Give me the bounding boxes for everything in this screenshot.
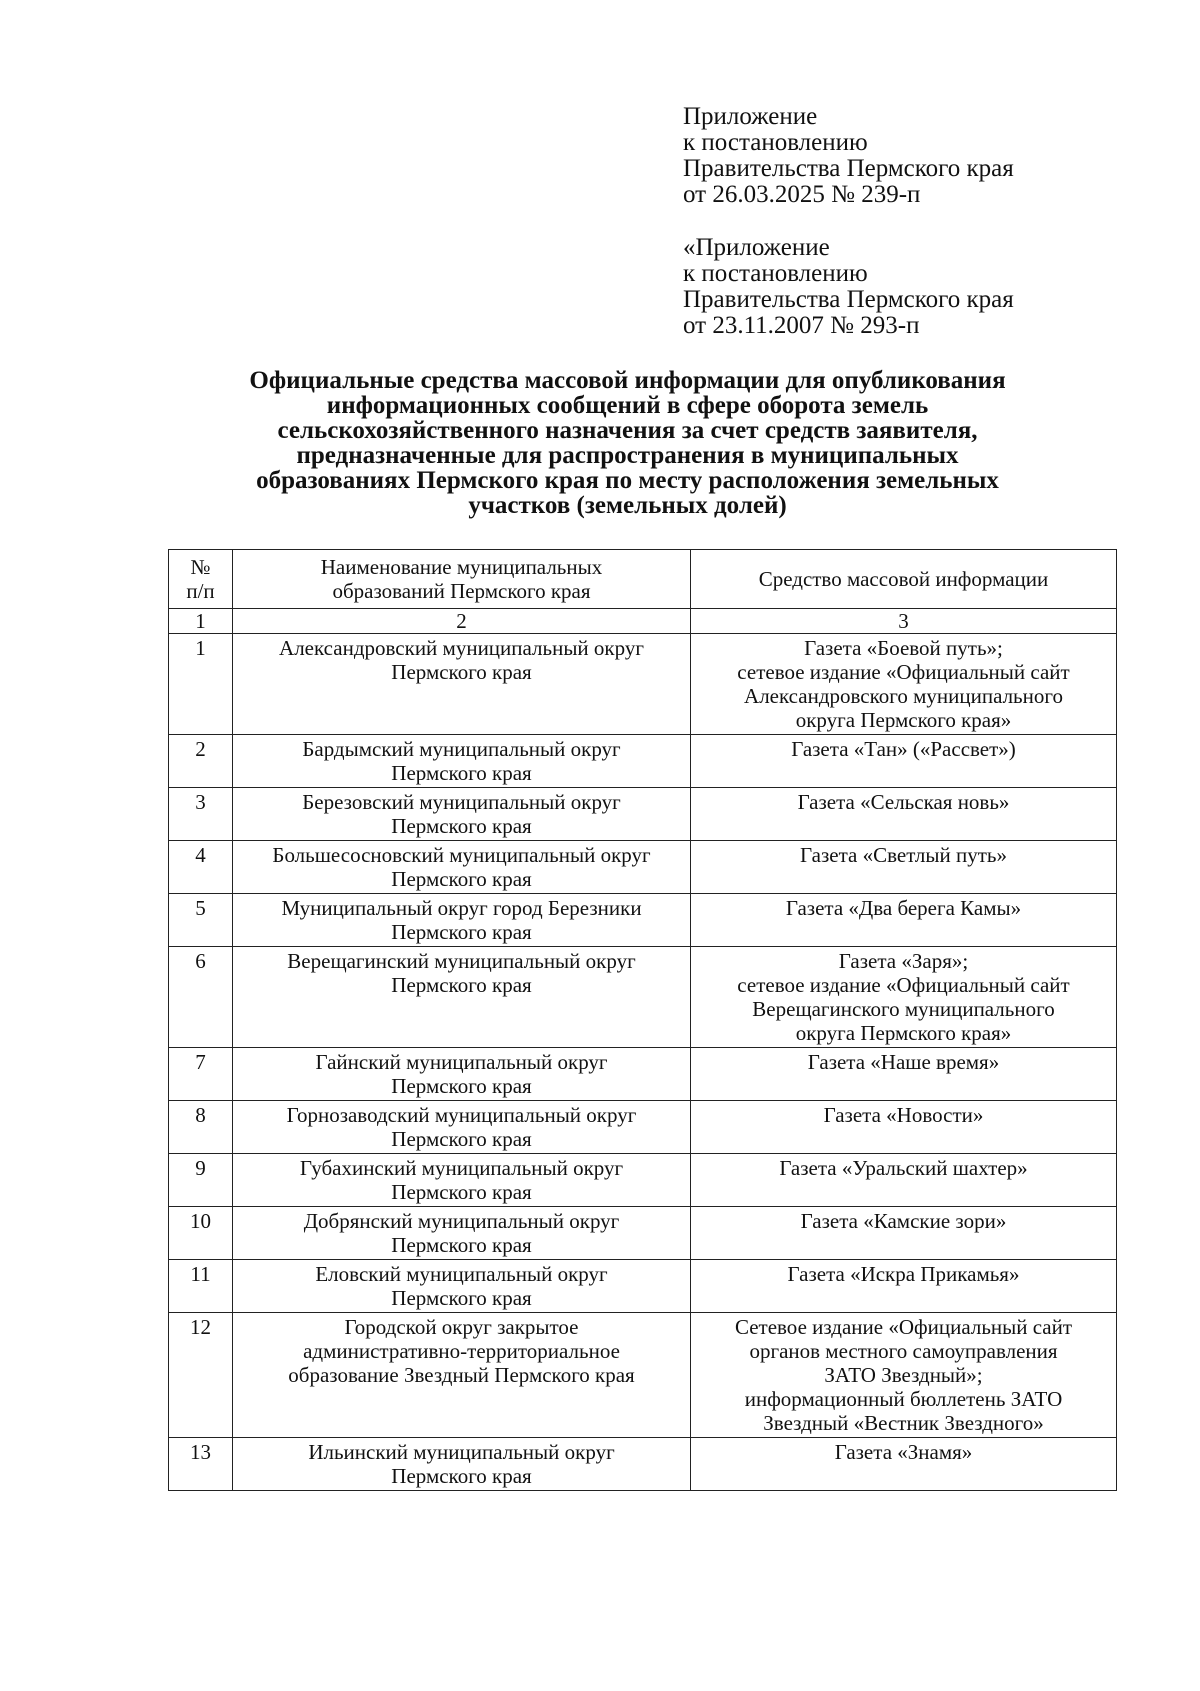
- media-line: Газета «Заря»;: [838, 949, 969, 973]
- row-number: 4: [169, 841, 233, 894]
- media-cell: [691, 1438, 1117, 1491]
- municipality-line: Пермского края: [391, 1074, 532, 1098]
- header-line: Наименование муниципальных: [320, 555, 603, 579]
- municipality-line: Александровский муниципальный округ: [279, 636, 644, 660]
- media-cell: [691, 1154, 1117, 1207]
- municipality-cell: [233, 735, 691, 788]
- title-line: образованиях Пермского края по месту расположения земельных: [256, 467, 999, 494]
- header-line: Средство массовой информации: [758, 567, 1049, 591]
- media-line: Газета «Камские зори»: [800, 1209, 1007, 1233]
- row-number: 6: [169, 947, 233, 1048]
- media-cell: [691, 1048, 1117, 1101]
- municipality-line: Верещагинский муниципальный округ: [287, 949, 636, 973]
- municipality-line: Ильинский муниципальный округ: [308, 1440, 615, 1464]
- media-line: Газета «Боевой путь»;: [804, 636, 1003, 660]
- media-cell: [691, 1260, 1117, 1313]
- media-cell: [691, 788, 1117, 841]
- media-line: Газета «Новости»: [823, 1103, 984, 1127]
- media-line: Газета «Сельская новь»: [797, 790, 1010, 814]
- header-media: [691, 550, 1117, 609]
- municipality-cell: [233, 1438, 691, 1491]
- table-row: [169, 1313, 1117, 1438]
- row-number: 7: [169, 1048, 233, 1101]
- table-row: [169, 1154, 1117, 1207]
- media-line: Газета «Знамя»: [834, 1440, 973, 1464]
- row-number: 1: [169, 634, 233, 735]
- media-line: информационный бюллетень ЗАТО: [744, 1387, 1063, 1411]
- header-line: №: [190, 555, 211, 579]
- appendix-line: к постановлению: [683, 260, 868, 287]
- municipality-cell: [233, 894, 691, 947]
- municipality-line: Пермского края: [391, 814, 532, 838]
- media-line: Газета «Искра Прикамья»: [787, 1262, 1020, 1286]
- table-header-row: [169, 550, 1117, 609]
- appendix-line: «Приложение: [683, 234, 830, 261]
- header-municipality: [233, 550, 691, 609]
- municipality-line: Бардымский муниципальный округ: [302, 737, 621, 761]
- title-line: Официальные средства массовой информации для опубликования: [249, 367, 1006, 394]
- media-cell: [691, 634, 1117, 735]
- table-row: [169, 1101, 1117, 1154]
- media-line: Сетевое издание «Официальный сайт: [734, 1315, 1073, 1339]
- municipality-line: образование Звездный Пермского края: [288, 1363, 635, 1387]
- media-line: Газета «Светлый путь»: [800, 843, 1007, 867]
- media-line: округа Пермского края»: [795, 708, 1012, 732]
- media-cell: [691, 1101, 1117, 1154]
- header-line: образований Пермского края: [332, 579, 591, 603]
- row-number: 13: [169, 1438, 233, 1491]
- municipality-line: Муниципальный округ город Березники: [281, 896, 642, 920]
- appendix-line: Приложение: [683, 103, 818, 130]
- row-number: 2: [169, 735, 233, 788]
- municipality-cell: [233, 1313, 691, 1438]
- table-row: [169, 841, 1117, 894]
- media-cell: [691, 947, 1117, 1048]
- appendix-header-original: [683, 235, 1014, 339]
- media-line: Газета «Два берега Камы»: [785, 896, 1022, 920]
- table-row: [169, 735, 1117, 788]
- media-cell: [691, 894, 1117, 947]
- media-line: Газета «Тан» («Рассвет»): [791, 737, 1016, 761]
- row-number: 8: [169, 1101, 233, 1154]
- header-number: [169, 550, 233, 609]
- municipality-line: Губахинский муниципальный округ: [299, 1156, 624, 1180]
- row-number: 5: [169, 894, 233, 947]
- table-row: [169, 1207, 1117, 1260]
- municipality-cell: [233, 1207, 691, 1260]
- title-line: предназначенные для распространения в муниципальных: [296, 442, 959, 469]
- municipality-cell: [233, 947, 691, 1048]
- municipality-line: Пермского края: [391, 1464, 532, 1488]
- media-cell: [691, 841, 1117, 894]
- media-line: Газета «Уральский шахтер»: [779, 1156, 1028, 1180]
- title-line: сельскохозяйственного назначения за счет средств заявителя,: [277, 417, 978, 444]
- media-line: органов местного самоуправления: [749, 1339, 1058, 1363]
- table-row: [169, 1260, 1117, 1313]
- municipality-line: Пермского края: [391, 1180, 532, 1204]
- appendix-header-current: [683, 104, 1014, 208]
- table-row: [169, 1438, 1117, 1491]
- municipality-line: Добрянский муниципальный округ: [303, 1209, 620, 1233]
- header-line: п/п: [186, 579, 215, 603]
- table-row: [169, 788, 1117, 841]
- appendix-line: Правительства Пермского края: [683, 155, 1014, 182]
- municipality-cell: [233, 1260, 691, 1313]
- municipality-line: Пермского края: [391, 1233, 532, 1257]
- municipality-cell: [233, 841, 691, 894]
- municipality-cell: [233, 634, 691, 735]
- row-number: 10: [169, 1207, 233, 1260]
- appendix-line: к постановлению: [683, 129, 868, 156]
- row-number: 12: [169, 1313, 233, 1438]
- media-cell: [691, 735, 1117, 788]
- media-line: Верещагинского муниципального: [752, 997, 1055, 1021]
- media-line: Газета «Наше время»: [807, 1050, 1000, 1074]
- media-line: ЗАТО Звездный»;: [824, 1363, 983, 1387]
- municipality-line: Пермского края: [391, 1127, 532, 1151]
- municipality-line: Пермского края: [391, 761, 532, 785]
- appendix-line: от 23.11.2007 № 293-п: [683, 312, 920, 339]
- municipality-line: Городской округ закрытое: [344, 1315, 579, 1339]
- media-line: округа Пермского края»: [795, 1021, 1012, 1045]
- table-row: [169, 947, 1117, 1048]
- municipality-line: Большесосновский муниципальный округ: [272, 843, 651, 867]
- municipality-line: Березовский муниципальный округ: [302, 790, 621, 814]
- table-row: [169, 1048, 1117, 1101]
- municipality-line: Пермского края: [391, 660, 532, 684]
- column-number: 1: [169, 609, 233, 634]
- document-title: [140, 368, 1115, 518]
- municipality-line: Пермского края: [391, 973, 532, 997]
- media-cell: [691, 1207, 1117, 1260]
- column-numbers-row: [169, 609, 1117, 634]
- media-line: сетевое издание «Официальный сайт: [737, 973, 1070, 997]
- municipality-line: Горнозаводский муниципальный округ: [286, 1103, 637, 1127]
- media-cell: [691, 1313, 1117, 1438]
- media-line: сетевое издание «Официальный сайт: [737, 660, 1070, 684]
- municipality-line: административно-территориальное: [303, 1339, 620, 1363]
- appendix-line: Правительства Пермского края: [683, 286, 1014, 313]
- municipality-line: Еловский муниципальный округ: [315, 1262, 608, 1286]
- row-number: 9: [169, 1154, 233, 1207]
- column-number: 3: [691, 609, 1117, 634]
- municipality-line: Гайнский муниципальный округ: [315, 1050, 608, 1074]
- municipality-cell: [233, 1048, 691, 1101]
- municipality-cell: [233, 788, 691, 841]
- media-line: Александровского муниципального: [744, 684, 1063, 708]
- media-table: [168, 549, 1117, 1491]
- municipality-cell: [233, 1101, 691, 1154]
- column-number: 2: [233, 609, 691, 634]
- table-row: [169, 634, 1117, 735]
- title-line: информационных сообщений в сфере оборота земель: [326, 392, 929, 419]
- municipality-line: Пермского края: [391, 867, 532, 891]
- appendix-line: от 26.03.2025 № 239-п: [683, 181, 921, 208]
- row-number: 3: [169, 788, 233, 841]
- media-line: Звездный «Вестник Звездного»: [763, 1411, 1044, 1435]
- municipality-cell: [233, 1154, 691, 1207]
- municipality-line: Пермского края: [391, 920, 532, 944]
- row-number: 11: [169, 1260, 233, 1313]
- municipality-line: Пермского края: [391, 1286, 532, 1310]
- table-row: [169, 894, 1117, 947]
- title-line: участков (земельных долей): [468, 492, 787, 519]
